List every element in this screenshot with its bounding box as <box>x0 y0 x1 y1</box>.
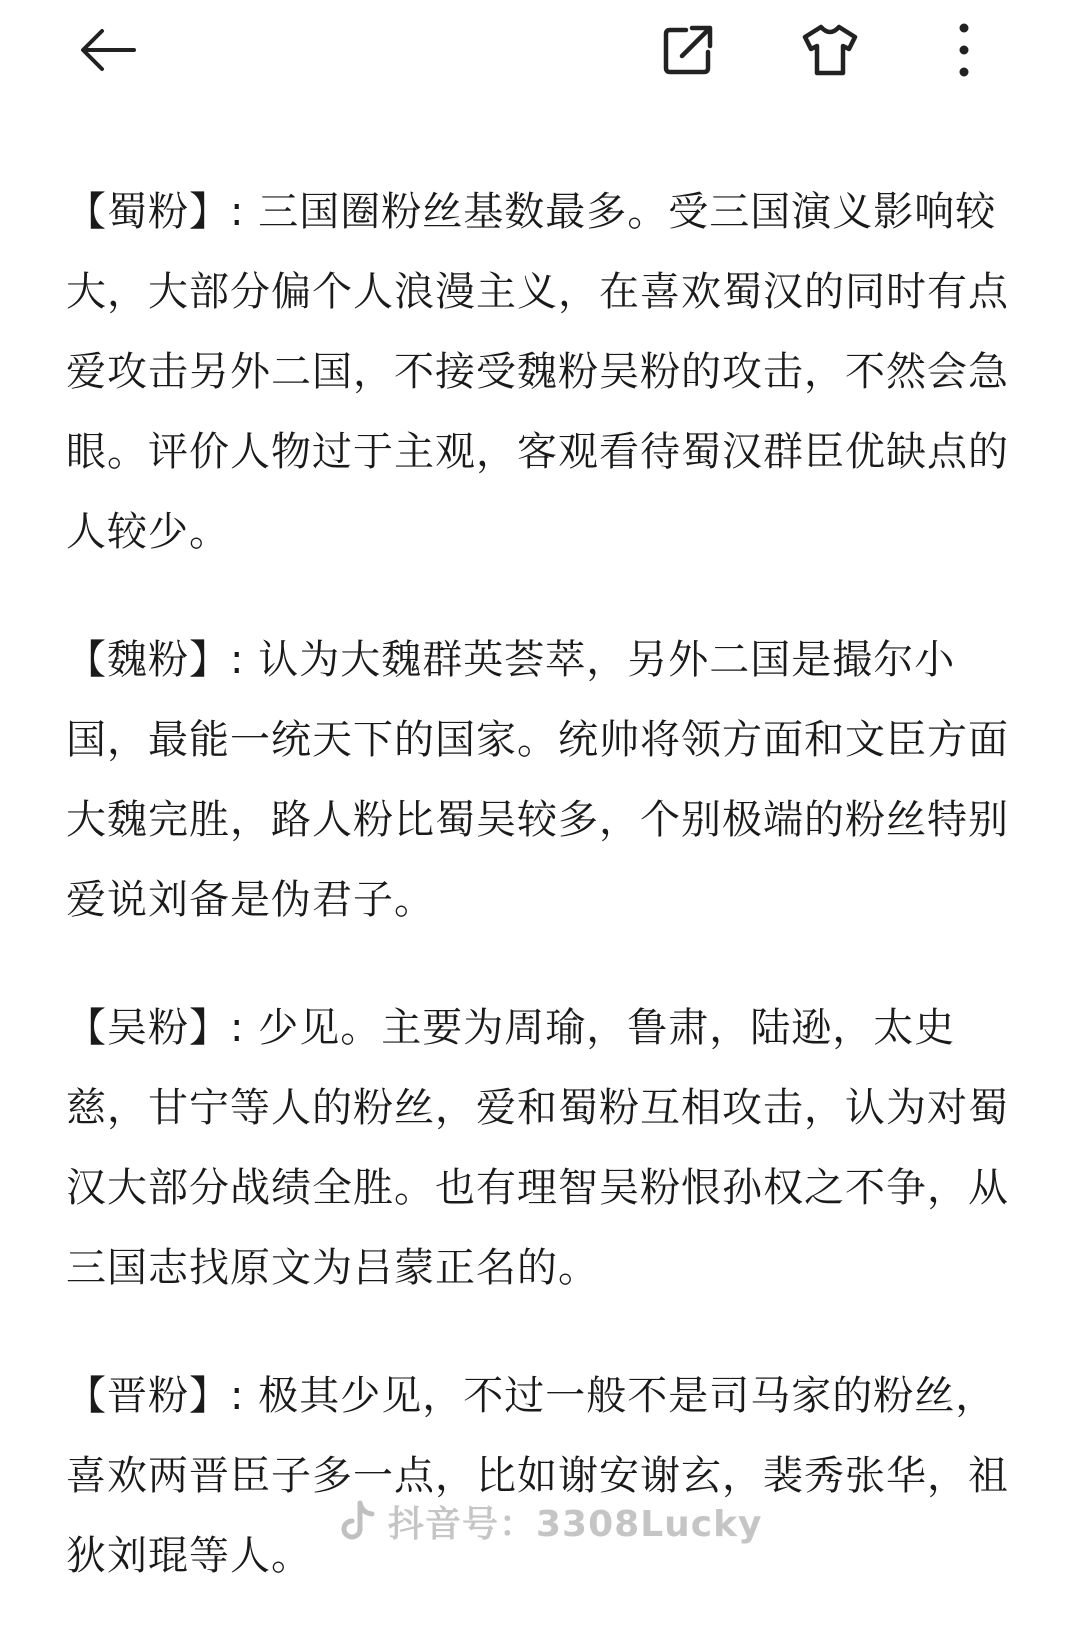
more-vertical-icon <box>958 22 970 78</box>
douyin-logo-icon <box>338 1499 378 1543</box>
share-button[interactable] <box>656 18 720 82</box>
paragraph-text: : 三国圈粉丝基数最多。受三国演义影响较大，大部分偏个人浪漫主义，在喜欢蜀汉的同时有点爱攻击另外二国，不接受魏粉吴粉的攻击，不然会急眼。评价人物过于主观，客观看待蜀汉群臣优缺点的人较少。 <box>66 189 1009 555</box>
more-options-button[interactable] <box>944 18 984 82</box>
watermark <box>338 1491 763 1551</box>
paragraph-tag: 【蜀粉】 <box>66 189 230 235</box>
article-content <box>66 172 1026 1644</box>
paragraph-wei-fans <box>66 620 1026 940</box>
paragraph-text: : 少见。主要为周瑜，鲁肃，陆逊，太史慈，甘宁等人的粉丝，爱和蜀粉互相攻击，认为对蜀汉大部分战绩全胜。也有理智吴粉恨孙权之不争，从三国志找原文为吕蒙正名的。 <box>66 1005 1009 1291</box>
top-toolbar <box>0 0 1080 100</box>
paragraph-tag: 【晋粉】 <box>66 1373 230 1419</box>
paragraph-wu-fans <box>66 988 1026 1308</box>
skin-button[interactable] <box>798 18 862 82</box>
paragraph-tag: 【魏粉】 <box>66 637 230 683</box>
paragraph-shu-fans <box>66 172 1026 572</box>
share-external-icon <box>658 20 718 80</box>
arrow-left-icon <box>76 18 140 82</box>
paragraph-jin-fans <box>66 1356 1026 1596</box>
paragraph-tag: 【吴粉】 <box>66 1005 230 1051</box>
watermark-text: 抖音号：3308Lucky <box>388 1503 763 1545</box>
tshirt-icon <box>799 19 861 81</box>
back-button[interactable] <box>76 18 140 82</box>
paragraph-text: : 极其少见，不过一般不是司马家的粉丝，喜欢两晋臣子多一点，比如谢安谢玄，裴秀张华，祖狄刘琨等人。 <box>66 1373 1009 1579</box>
paragraph-text: : 认为大魏群英荟萃，另外二国是撮尔小国，最能一统天下的国家。统帅将领方面和文臣方面大魏完胜，路人粉比蜀吴较多，个别极端的粉丝特别爱说刘备是伪君子。 <box>66 637 1009 923</box>
